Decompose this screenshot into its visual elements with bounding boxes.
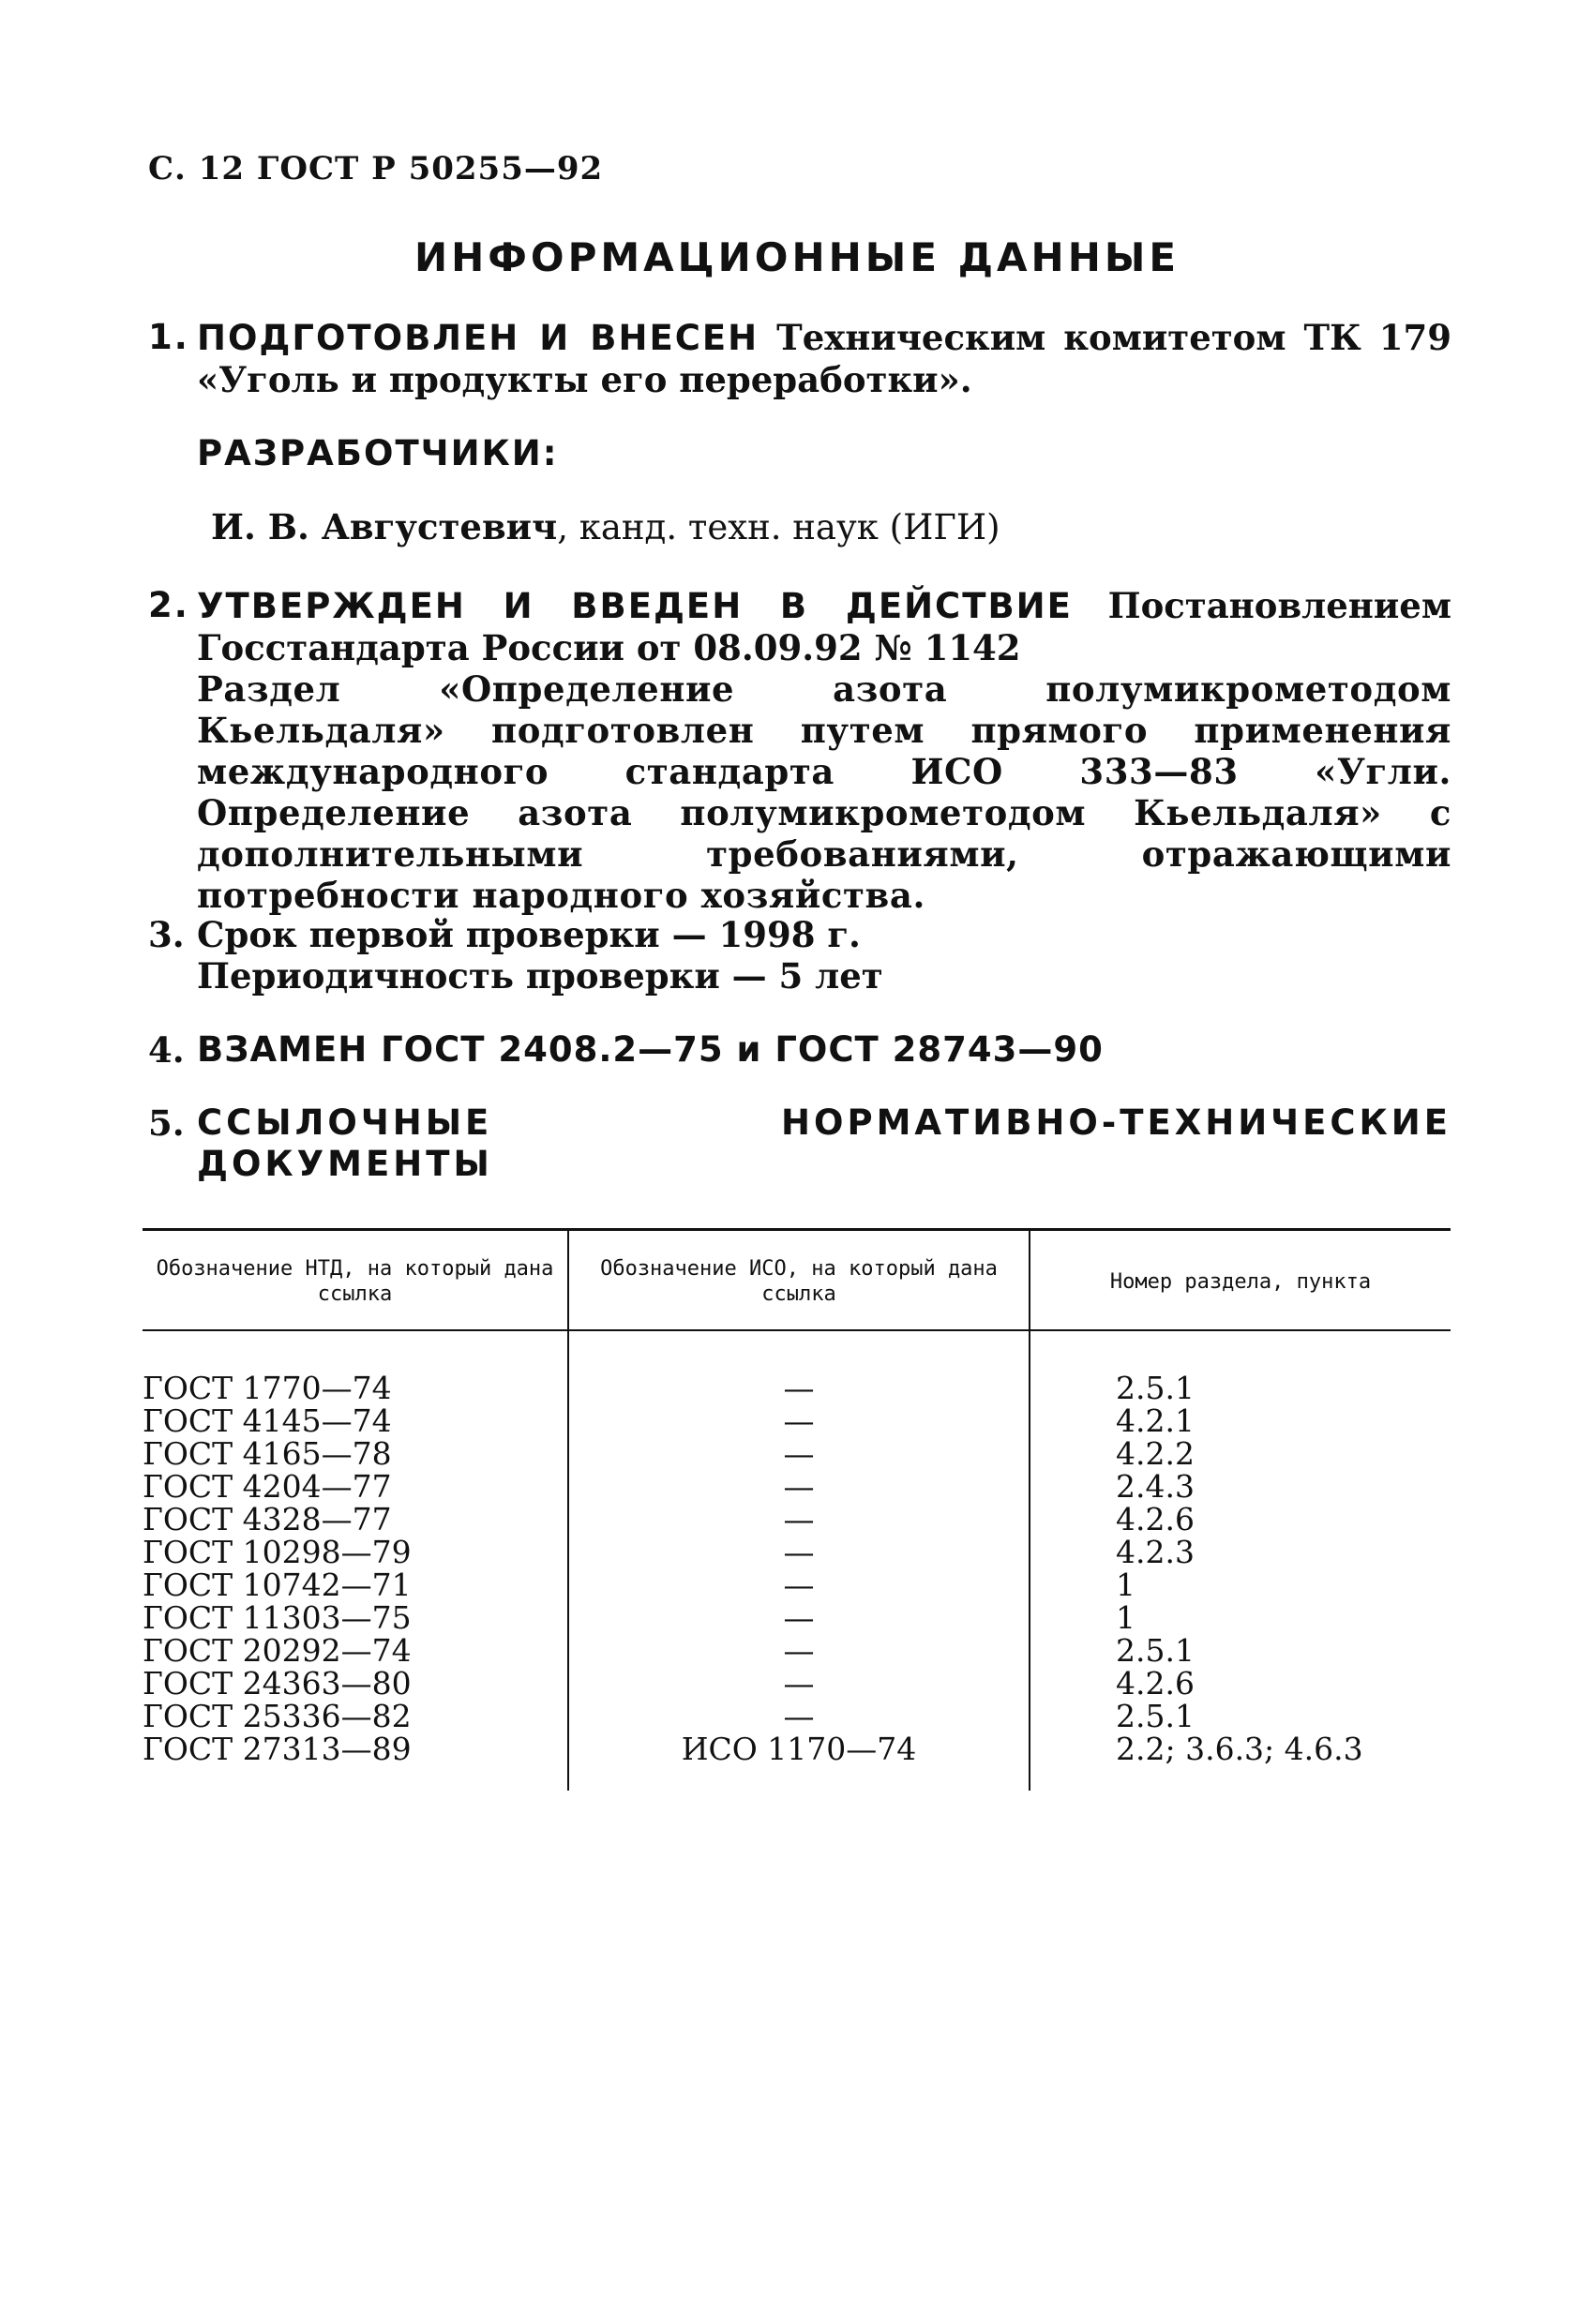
cell-section: 4.2.2	[1116, 1435, 1195, 1472]
section-2-text: Постановлением	[1072, 585, 1451, 626]
section-number: 1.	[148, 317, 189, 357]
developer-name: И. В. Августевич	[211, 506, 558, 547]
table-row	[143, 1568, 1451, 1601]
developers-block	[148, 433, 1451, 474]
cell-iso: —	[783, 1370, 815, 1406]
developer-entry	[211, 506, 1430, 548]
cell-ntd: ГОСТ 4328—77	[143, 1501, 392, 1537]
cell-iso: —	[783, 1632, 815, 1669]
section-number: 2.	[148, 585, 189, 625]
section-4-text: ВЗАМЕН ГОСТ 2408.2—75 и ГОСТ 28743—90	[197, 1029, 1104, 1070]
table-row	[143, 1437, 1451, 1470]
cell-section: 2.2; 3.6.3; 4.6.3	[1116, 1731, 1363, 1767]
section-1-line-1	[197, 317, 1451, 359]
section-2-paragraph: Раздел «Определение азота полумикрометодом Кьельдаля» подготовлен путем прямого применения международного стандарта ИСО 333—83 «Угли. Определение азота полумикрометодом Кьельдаля» с дополнительными требованиями, отражающими потребности народного хозяйства.	[197, 668, 1451, 916]
cell-ntd: ГОСТ 24363—80	[143, 1665, 412, 1702]
cell-iso: —	[783, 1501, 815, 1537]
section-5-text: ССЫЛОЧНЫЕ НОРМАТИВНО-ТЕХНИЧЕСКИЕ ДОКУМЕНТЫ	[197, 1102, 1451, 1184]
cell-iso: —	[783, 1599, 815, 1636]
table-row	[143, 1404, 1451, 1437]
cell-iso: ИСО 1170—74	[681, 1731, 917, 1767]
cell-iso: —	[783, 1435, 815, 1472]
table-row	[143, 1601, 1451, 1634]
cell-section: 2.5.1	[1116, 1370, 1195, 1406]
table-row	[143, 1732, 1451, 1765]
table-row	[143, 1634, 1451, 1667]
cell-section: 4.2.1	[1116, 1402, 1195, 1439]
cell-ntd: ГОСТ 10298—79	[143, 1534, 412, 1570]
section-1	[148, 317, 1451, 400]
cell-iso: —	[783, 1534, 815, 1570]
cell-ntd: ГОСТ 27313—89	[143, 1731, 412, 1767]
cell-iso: —	[783, 1665, 815, 1702]
page-title: ИНФОРМАЦИОННЫЕ ДАННЫЕ	[414, 234, 1180, 280]
section-2-line-1	[197, 585, 1451, 627]
section-number: 4.	[148, 1029, 185, 1071]
cell-ntd: ГОСТ 1770—74	[143, 1370, 392, 1406]
table-row	[143, 1372, 1451, 1404]
section-1-line-2: «Уголь и продукты его переработки».	[197, 359, 972, 400]
cell-ntd: ГОСТ 10742—71	[143, 1567, 412, 1603]
cell-section: 4.2.6	[1116, 1665, 1195, 1702]
section-3	[148, 914, 1451, 997]
cell-section: 4.2.6	[1116, 1501, 1195, 1537]
cell-iso: —	[783, 1402, 815, 1439]
table-header-section: Номер раздела, пункта	[1109, 1270, 1372, 1294]
section-2-line-2: Госстандарта России от 08.09.92 № 1142	[197, 627, 1021, 668]
cell-ntd: ГОСТ 4165—78	[143, 1435, 392, 1472]
section-5	[148, 1102, 1451, 1185]
table-top-rule	[143, 1228, 1451, 1231]
table-header-rule	[143, 1329, 1451, 1331]
developers-heading: РАЗРАБОТЧИКИ:	[197, 433, 559, 473]
section-4	[148, 1029, 1451, 1071]
section-1-heading: ПОДГОТОВЛЕН И ВНЕСЕН	[197, 318, 759, 358]
reference-table	[143, 1228, 1451, 1791]
cell-section: 4.2.3	[1116, 1534, 1195, 1570]
cell-ntd: ГОСТ 20292—74	[143, 1632, 412, 1669]
cell-section: 2.5.1	[1116, 1632, 1195, 1669]
table-body	[143, 1372, 1451, 1765]
section-2	[148, 585, 1451, 916]
section-2-heading: УТВЕРЖДЕН И ВВЕДЕН В ДЕЙСТВИЕ	[197, 586, 1073, 626]
table-row	[143, 1700, 1451, 1732]
table-header-iso: Обозначение ИСО, на который дана ссылка	[600, 1257, 998, 1306]
section-3-line-1: Срок первой проверки — 1998 г.	[197, 914, 861, 955]
cell-ntd: ГОСТ 11303—75	[143, 1599, 412, 1636]
cell-iso: —	[783, 1567, 815, 1603]
cell-iso: —	[783, 1698, 815, 1734]
section-1-text: Техническим комитетом ТК 179	[759, 317, 1451, 358]
page-header: С. 12 ГОСТ Р 50255—92	[148, 150, 604, 187]
cell-section: 2.5.1	[1116, 1698, 1195, 1734]
cell-ntd: ГОСТ 25336—82	[143, 1698, 412, 1734]
section-number: 5.	[148, 1102, 185, 1144]
table-row	[143, 1503, 1451, 1536]
cell-ntd: ГОСТ 4145—74	[143, 1402, 392, 1439]
table-row	[143, 1470, 1451, 1503]
developer-degree: , канд. техн. наук (ИГИ)	[557, 507, 1000, 547]
cell-section: 1	[1116, 1599, 1135, 1636]
cell-section: 1	[1116, 1567, 1135, 1603]
table-row	[143, 1536, 1451, 1568]
cell-section: 2.4.3	[1116, 1468, 1195, 1505]
table-row	[143, 1667, 1451, 1700]
section-3-line-2: Периодичность проверки — 5 лет	[197, 955, 883, 997]
cell-ntd: ГОСТ 4204—77	[143, 1468, 392, 1505]
cell-iso: —	[783, 1468, 815, 1505]
section-number: 3.	[148, 914, 185, 955]
table-header-ntd: Обозначение НТД, на который дана ссылка	[156, 1257, 554, 1306]
